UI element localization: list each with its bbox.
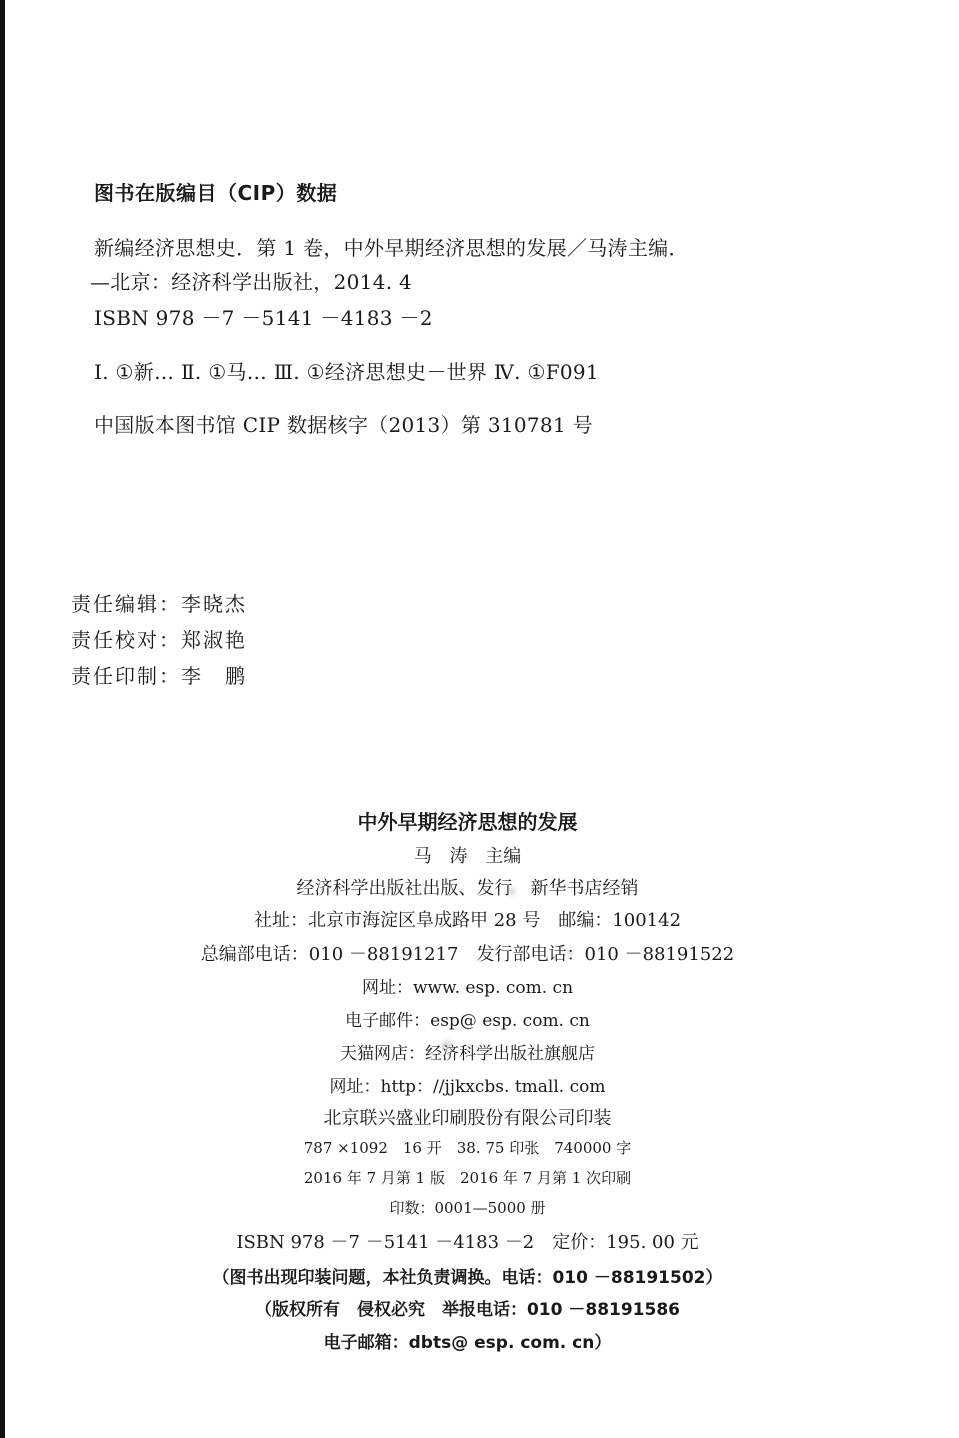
- cip-check-number: 中国版本图书馆 CIP 数据核字（2013）第 310781 号: [94, 413, 593, 437]
- cip-classification: Ⅰ. ①新… Ⅱ. ①马… Ⅲ. ①经济思想史－世界 Ⅳ. ①F091: [94, 360, 599, 384]
- responsible-editor: [71, 588, 247, 617]
- imprint-notice-email: 电子邮箱：dbts@ esp. com. cn）: [323, 1333, 612, 1353]
- imprint-notice-defects: （图书出现印装问题，本社负责调换。电话：010 －88191502）: [212, 1268, 723, 1288]
- imprint-publisher: 经济科学出版社出版、发行 新华书店经销: [296, 878, 639, 899]
- responsible-proofreader: [71, 624, 247, 653]
- imprint-isbn-price: ISBN 978 －7 －5141 －4183 －2 定价：195. 00 元: [236, 1232, 699, 1253]
- imprint-print-count: 印数：0001—5000 册: [389, 1199, 546, 1217]
- imprint-address: 社址：北京市海淀区阜成路甲 28 号 邮编：100142: [253, 910, 682, 931]
- responsible-printing-label: 责任印制：: [71, 664, 181, 688]
- cip-title: 图书在版编目（CIP）数据: [94, 181, 338, 205]
- cip-bibliographic-line: 新编经济思想史．第 1 卷，中外早期经济思想的发展／马涛主编．: [94, 236, 689, 260]
- responsible-proofreader-label: 责任校对：: [71, 628, 181, 652]
- scan-smudge: [566, 950, 573, 956]
- responsible-printing-name: 李 鹏: [181, 664, 247, 688]
- imprint-specs: 787 ×1092 16 开 38. 75 印张 740000 字: [303, 1139, 632, 1157]
- responsible-editor-name: 李晓杰: [181, 592, 247, 616]
- imprint-editor: 马 涛 主编: [413, 846, 522, 867]
- imprint-tmall-url: 网址：http：//jjkxcbs. tmall. com: [329, 1077, 606, 1097]
- responsible-editor-label: 责任编辑：: [71, 592, 181, 616]
- scan-smudge: [441, 1041, 453, 1050]
- imprint-notice-copyright: （版权所有 侵权必究 举报电话：010 －88191586: [254, 1300, 681, 1320]
- cip-publication-line: —北京：经济科学出版社，2014. 4: [90, 270, 413, 294]
- imprint-printer: 北京联兴盛业印刷股份有限公司印装: [323, 1108, 612, 1129]
- imprint-website: 网址：www. esp. com. cn: [361, 978, 574, 998]
- responsible-printing: [71, 660, 247, 689]
- imprint-edition: 2016 年 7 月第 1 版 2016 年 7 月第 1 次印刷: [303, 1169, 632, 1187]
- imprint-title: 中外早期经济思想的发展: [357, 810, 578, 834]
- imprint-tmall-store: 天猫网店：经济科学出版社旗舰店: [340, 1044, 595, 1064]
- responsible-proofreader-name: 郑淑艳: [181, 628, 247, 652]
- scan-smudge: [506, 888, 516, 895]
- cip-isbn: ISBN 978 －7 －5141 －4183 －2: [94, 306, 433, 330]
- imprint-email: 电子邮件：esp@ esp. com. cn: [345, 1011, 590, 1031]
- page-edge: [0, 0, 5, 1438]
- imprint-phones: 总编部电话：010 －88191217 发行部电话：010 －88191522: [200, 944, 735, 965]
